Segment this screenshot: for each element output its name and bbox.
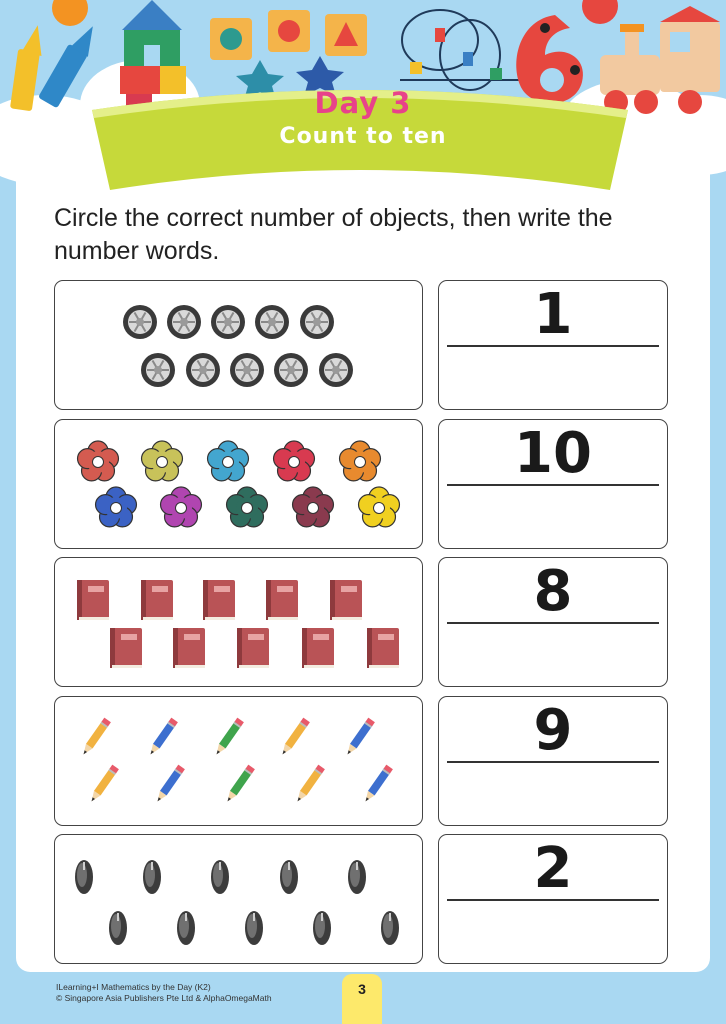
tire-icon bbox=[141, 353, 175, 387]
pencil-icon bbox=[88, 765, 119, 804]
book-icon bbox=[173, 628, 205, 668]
flower-icon bbox=[293, 487, 334, 527]
mouse-icon bbox=[177, 911, 195, 945]
tire-icon bbox=[211, 305, 245, 339]
number-label: 9 bbox=[533, 698, 573, 763]
day-title: Day 3 bbox=[314, 86, 412, 120]
number-label: 1 bbox=[533, 282, 573, 347]
book-icon bbox=[77, 580, 109, 620]
flower-icon bbox=[142, 441, 183, 481]
mouse-icon bbox=[211, 860, 229, 894]
mouse-icon bbox=[381, 911, 399, 945]
pencil-icon bbox=[213, 718, 244, 757]
instructions-text: Circle the correct number of objects, then write the number words. bbox=[54, 204, 613, 265]
flower-icon bbox=[161, 487, 202, 527]
mouse-icon bbox=[143, 860, 161, 894]
flower-icon bbox=[78, 441, 119, 481]
tire-icon bbox=[167, 305, 201, 339]
book-icon bbox=[302, 628, 334, 668]
book-icon bbox=[330, 580, 362, 620]
pencil-icon bbox=[147, 718, 178, 757]
book-icon bbox=[203, 580, 235, 620]
pencil-icon bbox=[362, 765, 393, 804]
pencil-icon bbox=[279, 718, 310, 757]
footer-book-title: ILearning+I Mathematics by the Day (K2) bbox=[56, 982, 211, 992]
number-label: 8 bbox=[533, 559, 573, 624]
pencil-icon bbox=[344, 718, 375, 757]
flower-icon bbox=[96, 487, 137, 527]
mouse-icon bbox=[75, 860, 93, 894]
book-icon bbox=[141, 580, 173, 620]
mouse-icon bbox=[348, 860, 366, 894]
tire-icon bbox=[300, 305, 334, 339]
mouse-icon bbox=[313, 911, 331, 945]
lesson-subtitle: Count to ten bbox=[279, 124, 447, 149]
tire-icon bbox=[230, 353, 264, 387]
pencil-icon bbox=[154, 765, 185, 804]
mouse-icon bbox=[280, 860, 298, 894]
pencil-icon bbox=[224, 765, 255, 804]
mouse-icon bbox=[109, 911, 127, 945]
book-icon bbox=[110, 628, 142, 668]
tire-icon bbox=[255, 305, 289, 339]
pencil-icon bbox=[294, 765, 325, 804]
tire-icon bbox=[274, 353, 308, 387]
flower-icon bbox=[340, 441, 381, 481]
flower-icon bbox=[227, 487, 268, 527]
tire-icon bbox=[186, 353, 220, 387]
footer-copyright: © Singapore Asia Publishers Pte Ltd & AlphaOmegaMath bbox=[56, 993, 272, 1003]
book-icon bbox=[367, 628, 399, 668]
tire-icon bbox=[123, 305, 157, 339]
book-icon bbox=[237, 628, 269, 668]
flower-icon bbox=[359, 487, 400, 527]
tire-icon bbox=[319, 353, 353, 387]
pencil-icon bbox=[80, 718, 111, 757]
number-label: 10 bbox=[514, 421, 592, 486]
page-number: 3 bbox=[342, 974, 382, 1024]
flower-icon bbox=[274, 441, 315, 481]
mouse-icon bbox=[245, 911, 263, 945]
book-icon bbox=[266, 580, 298, 620]
number-label: 2 bbox=[533, 836, 573, 901]
flower-icon bbox=[208, 441, 249, 481]
